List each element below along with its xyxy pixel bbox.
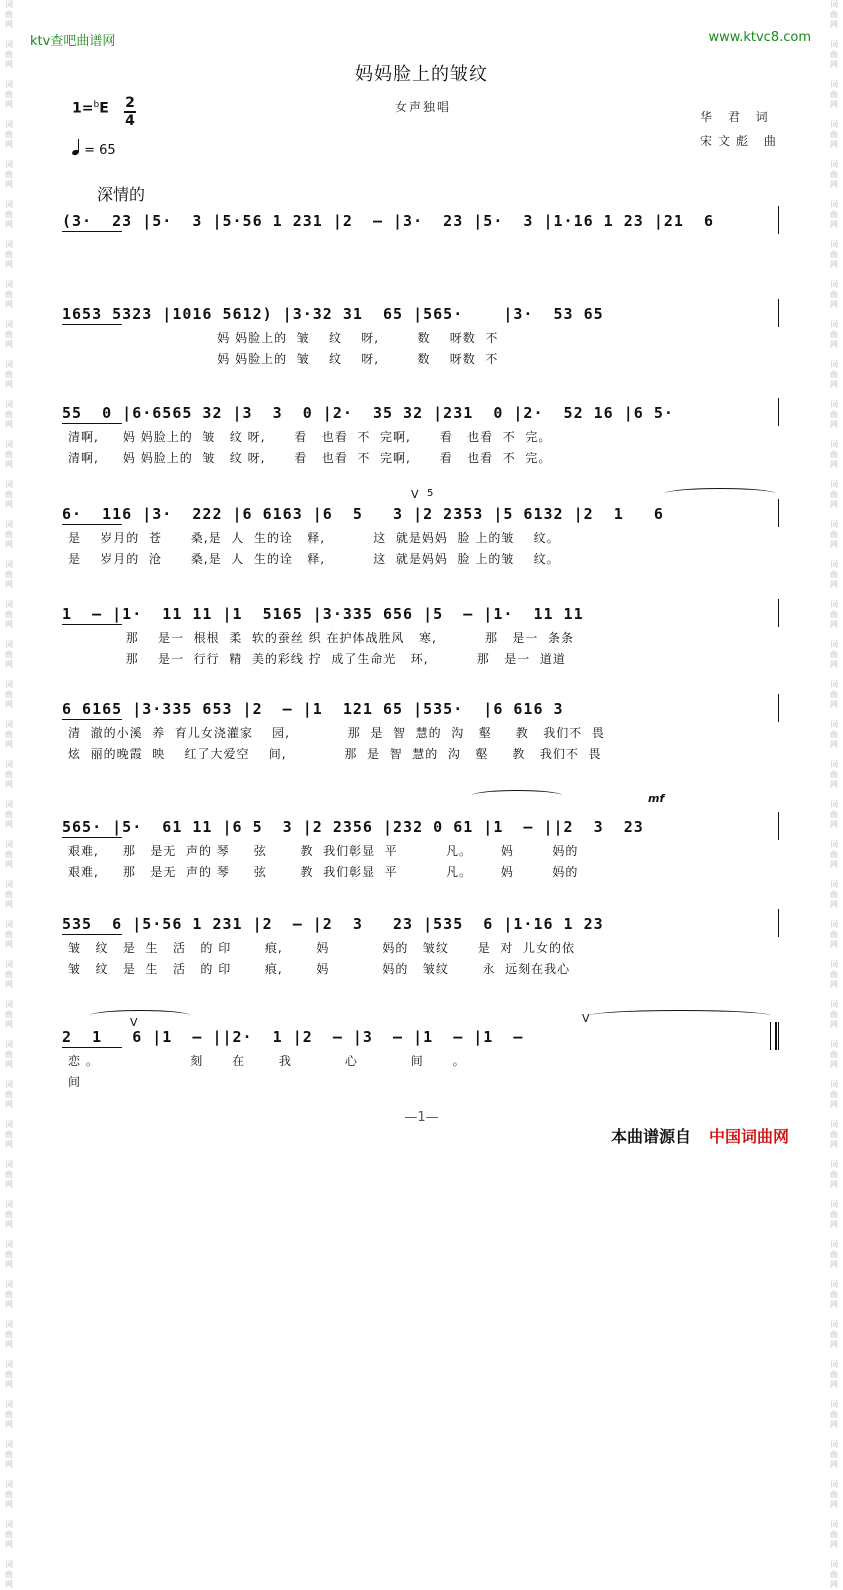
key-letter: E	[99, 100, 109, 117]
time-top: 2	[125, 95, 135, 111]
lyrics-verse-2: 皱 纹 是 生 活 的 印 痕, 妈 妈的 皱纹 永 远刻在我心	[68, 962, 571, 976]
slur-mark	[472, 790, 562, 801]
lyrics-verse-2: 间	[68, 1075, 82, 1089]
final-double-bar	[770, 1022, 777, 1050]
beam-line	[62, 324, 122, 325]
tempo-value: = 65	[84, 143, 116, 158]
beam-line	[62, 524, 122, 525]
notation-line: 55 0 |6·6565 32 |3 3 0 |2· 35 32 |231 0 |2· 52 16 |6 5·	[62, 404, 674, 422]
slur-mark	[665, 488, 775, 499]
bar-line	[778, 909, 779, 937]
lyrics-verse-2: 艰难, 那 是无 声的 琴 弦 教 我们彰显 平 凡。 妈 妈的	[68, 865, 579, 879]
bar-line	[778, 206, 779, 234]
lyrics-verse-2: 清啊, 妈 妈脸上的 皱 纹 呀, 看 也看 不 完啊, 看 也看 不 完。	[68, 451, 552, 465]
lyrics-verse-2: 炫 丽的晚霞 映 红了大爱空 间, 那 是 智 慧的 沟 壑 教 我们不 畏	[68, 747, 602, 761]
song-subtitle: 女声独唱	[395, 100, 452, 114]
key-prefix: 1=	[72, 100, 94, 117]
notation-line: 535 6 |5·56 1 231 |2 – |2 3 23 |535 6 |1·16 1 23	[62, 915, 604, 933]
beam-line	[62, 231, 122, 232]
notation-line: 2 1 6 |1 – ||2· 1 |2 – |3 – |1 – |1 –	[62, 1028, 524, 1046]
slur-mark	[590, 1010, 770, 1021]
key-flat: b	[93, 100, 100, 110]
source-brand-link[interactable]: 中国词曲网	[709, 1127, 790, 1146]
tempo-marking	[72, 141, 116, 158]
score-row-4	[62, 505, 782, 566]
score-row-3	[62, 404, 782, 465]
notation-line: 6· 116 |3· 222 |6 6163 |6 5 3 |2 2353 |5 6132 |2 1 6	[62, 505, 664, 523]
beam-line	[62, 624, 122, 625]
page-number: —1—	[404, 1110, 439, 1125]
breath-mark-end: V	[582, 1012, 590, 1025]
lyrics-verse-2: 妈 妈脸上的 皱 纹 呀, 数 呀数 不	[68, 352, 499, 366]
composer-credit: 宋文彪 曲	[700, 134, 782, 148]
bar-line	[778, 1022, 779, 1050]
score-row-7	[62, 818, 782, 879]
lyrics-verse-1: 恋 。 刻 在 我 心 间 。	[68, 1054, 466, 1068]
lyrics-verse-2: 那 是一 行行 精 美的彩线 拧 成了生命光 环, 那 是一 道道	[68, 652, 566, 666]
lyrics-verse-1: 清啊, 妈 妈脸上的 皱 纹 呀, 看 也看 不 完啊, 看 也看 不 完。	[68, 430, 552, 444]
beam-line	[62, 934, 122, 935]
score-row-6	[62, 700, 782, 761]
beam-line	[62, 1047, 122, 1048]
bar-line	[778, 812, 779, 840]
song-title: 妈妈脸上的皱纹	[355, 64, 488, 85]
lyrics-verse-1: 那 是一 根根 柔 软的蚕丝 织 在护体战胜风 寒, 那 是一 条条	[68, 631, 575, 645]
beam-line	[62, 423, 122, 424]
bar-line	[778, 398, 779, 426]
note-stem	[78, 139, 79, 152]
watermark-left-strip: 词 曲 网 词 曲 网 词 曲 网 词 曲 网 词 曲 网 词 曲 网 词 曲 网 词 曲 网 词 曲 网 词 曲 网 词 曲 网 词 曲 网 词 曲 网 词 曲 网 词 曲 网 词 曲 网 词 曲 网 词 曲 网 词 曲 网 词 曲 网 词 曲 网 词 曲 网 词 曲 网 词 曲 网 词 曲 网 词 曲 网 词 曲 网 词 曲 网 词 曲 网 词 曲 网 词 曲 网 词 曲 网 词 曲 网 词 曲 网 词 曲 网 词 曲 网 词 曲 网 词 曲 网 词 曲 网 词 曲 网	[5, 0, 13, 1589]
score-row-1	[62, 212, 782, 252]
header-site-right[interactable]: www.ktvc8.com	[708, 30, 811, 45]
lyrics-verse-2: 是 岁月的 沧 桑,是 人 生的诠 释, 这 就是妈妈 脸 上的皱 纹。	[68, 552, 560, 566]
bar-line	[778, 694, 779, 722]
header-site-left[interactable]: ktv查吧曲谱网	[30, 34, 116, 49]
score-row-5	[62, 605, 782, 666]
notation-line: 565· |5· 61 11 |6 5 3 |2 2356 |232 0 61 |1 – ||2 3 23	[62, 818, 644, 836]
bar-line	[778, 299, 779, 327]
key-signature	[72, 100, 109, 117]
breath-mark-final: V	[130, 1016, 138, 1029]
notation-line: 6 6165 |3·335 653 |2 – |1 121 65 |535· |6 616 3	[62, 700, 564, 718]
score-row-9	[62, 1028, 782, 1089]
lyrics-verse-1: 清 澈的小溪 养 育儿女浇灌家 园, 那 是 智 慧的 沟 壑 教 我们不 畏	[68, 726, 605, 740]
notation-line: (3· 23 |5· 3 |5·56 1 231 |2 – |3· 23 |5· 3 |1·16 1 23 |21 6	[62, 212, 714, 230]
slur-mark	[90, 1010, 190, 1021]
watermark-right-strip: 词 曲 网 词 曲 网 词 曲 网 词 曲 网 词 曲 网 词 曲 网 词 曲 网 词 曲 网 词 曲 网 词 曲 网 词 曲 网 词 曲 网 词 曲 网 词 曲 网 词 曲 网 词 曲 网 词 曲 网 词 曲 网 词 曲 网 词 曲 网 词 曲 网 词 曲 网 词 曲 网 词 曲 网 词 曲 网 词 曲 网 词 曲 网 词 曲 网 词 曲 网 词 曲 网 词 曲 网 词 曲 网 词 曲 网 词 曲 网 词 曲 网 词 曲 网 词 曲 网 词 曲 网 词 曲 网 词 曲 网	[830, 0, 838, 1589]
bar-line	[778, 599, 779, 627]
beam-line	[62, 719, 122, 720]
lyrics-verse-1: 是 岁月的 苍 桑,是 人 生的诠 释, 这 就是妈妈 脸 上的皱 纹。	[68, 531, 560, 545]
lyrics-verse-1: 皱 纹 是 生 活 的 印 痕, 妈 妈的 皱纹 是 对 儿女的依	[68, 941, 575, 955]
time-bottom: 4	[125, 113, 135, 129]
score-row-2	[62, 305, 782, 366]
notation-line: 1 – |1· 11 11 |1 5165 |3·335 656 |5 – |1· 11 11	[62, 605, 584, 623]
score-row-8	[62, 915, 782, 976]
source-credit	[611, 1124, 789, 1147]
dynamic-marking: mf	[648, 792, 665, 805]
fermata-label: 5	[427, 488, 434, 499]
lyrics-verse-1: 艰难, 那 是无 声的 琴 弦 教 我们彰显 平 凡。 妈 妈的	[68, 844, 579, 858]
bar-line	[778, 499, 779, 527]
notation-line: 1653 5323 |1016 5612) |3·32 31 65 |565· |3· 53 65	[62, 305, 604, 323]
lyricist-credit: 华 君 词	[700, 110, 774, 124]
beam-line	[62, 837, 122, 838]
time-signature	[124, 96, 136, 128]
breath-mark: V	[411, 488, 419, 501]
expression-marking: 深情的	[97, 185, 146, 204]
source-label: 本曲谱源自	[611, 1127, 692, 1146]
lyrics-verse-1: 妈 妈脸上的 皱 纹 呀, 数 呀数 不	[68, 331, 499, 345]
